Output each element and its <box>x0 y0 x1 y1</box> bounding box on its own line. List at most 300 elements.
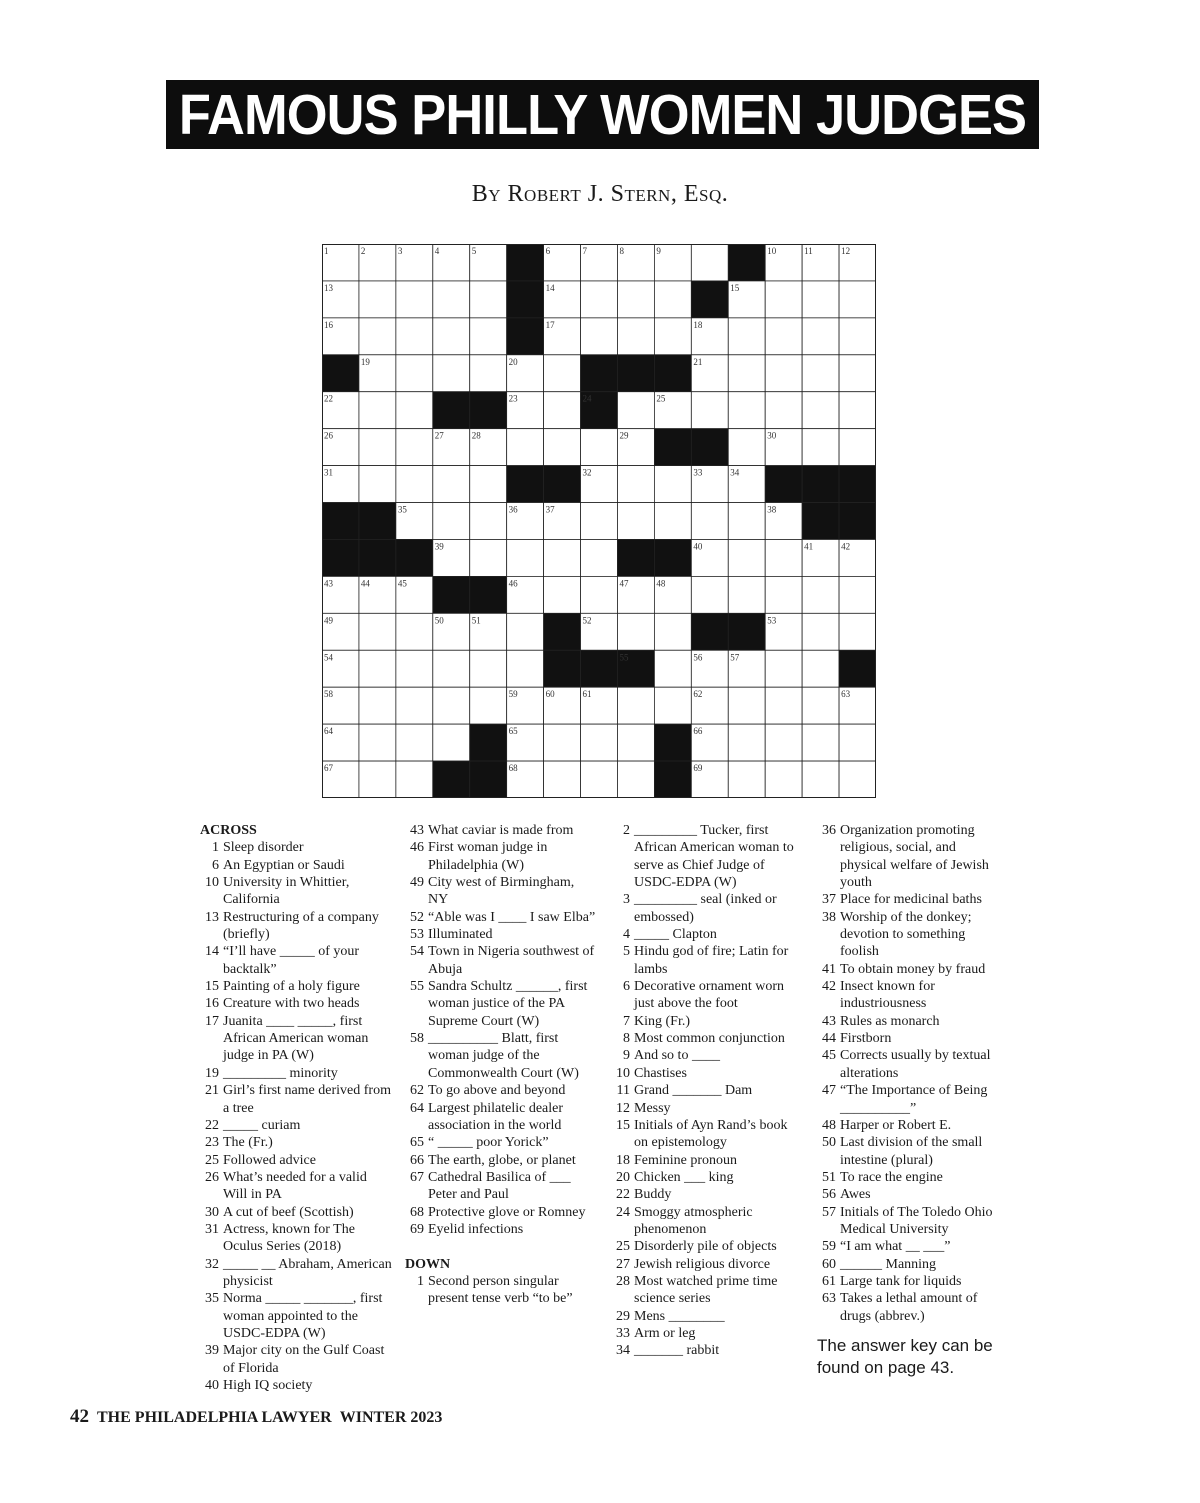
grid-cell[interactable] <box>359 281 396 318</box>
grid-cell[interactable] <box>396 650 433 687</box>
grid-cell[interactable] <box>396 355 433 392</box>
clue-number: 68 <box>410 1204 424 1220</box>
clue-number: 1 <box>417 1273 424 1289</box>
clue-number: 29 <box>616 1308 630 1324</box>
clue-number: 11 <box>616 1083 630 1099</box>
grid-cell[interactable] <box>470 355 507 392</box>
clue-number: 36 <box>822 823 836 838</box>
clue-number: 20 <box>616 1169 630 1185</box>
grid-cell[interactable] <box>691 244 728 281</box>
black-square <box>617 355 654 392</box>
clue-item <box>611 978 803 1013</box>
grid-cell[interactable] <box>728 576 765 613</box>
black-square <box>322 539 359 576</box>
clue-number: 63 <box>822 1291 836 1307</box>
grid-cell[interactable] <box>802 613 839 650</box>
clue-text: High IQ society <box>223 1378 313 1393</box>
clue-item <box>200 1082 392 1117</box>
clue-column-4 <box>817 822 1003 1379</box>
clue-item <box>200 1204 392 1221</box>
cell-number: 16 <box>324 319 333 330</box>
clue-text: Juanita ____ _____, first African American woman judge in PA (W) <box>223 1013 369 1064</box>
clue-number: 19 <box>205 1065 219 1081</box>
cell-number: 32 <box>582 467 592 478</box>
grid-cell[interactable] <box>544 539 581 576</box>
grid-cell[interactable] <box>839 613 876 650</box>
grid-cell[interactable] <box>802 650 839 687</box>
grid-cell[interactable] <box>654 687 691 724</box>
clue-item <box>817 1238 1003 1255</box>
clue-item <box>611 1152 803 1169</box>
black-square <box>359 503 396 540</box>
grid-cell[interactable] <box>470 466 507 503</box>
grid-cell[interactable] <box>728 355 765 392</box>
grid-cell[interactable] <box>433 650 470 687</box>
clue-text: To race the engine <box>840 1169 943 1185</box>
clue-item <box>611 891 803 926</box>
clue-item <box>817 1204 1003 1239</box>
grid-cell[interactable] <box>396 318 433 355</box>
clue-number: 39 <box>205 1343 219 1359</box>
clue-text: Insect known for industriousness <box>840 979 935 1012</box>
clue-text: Sleep disorder <box>223 840 304 856</box>
grid-cell[interactable] <box>728 687 765 724</box>
cell-number: 69 <box>693 763 703 774</box>
grid-cell[interactable] <box>544 724 581 761</box>
grid-cell[interactable] <box>839 576 876 613</box>
clue-item <box>405 1221 597 1238</box>
grid-cell[interactable] <box>359 429 396 466</box>
grid-cell[interactable] <box>359 724 396 761</box>
clue-item <box>611 1169 803 1186</box>
grid-cell[interactable] <box>765 539 802 576</box>
clue-number: 57 <box>822 1204 836 1220</box>
clue-text: “Able was I ____ I saw Elba” <box>428 909 596 925</box>
cell-number: 22 <box>324 393 333 404</box>
clue-item <box>200 1342 392 1377</box>
grid-cell[interactable] <box>617 503 654 540</box>
cell-number: 6 <box>545 246 551 256</box>
clue-text: City west of Birmingham, NY <box>428 875 575 908</box>
grid-cell[interactable] <box>617 318 654 355</box>
grid-cell[interactable] <box>765 392 802 429</box>
clue-item <box>817 1082 1003 1117</box>
grid-cell[interactable] <box>581 318 618 355</box>
clue-number: 22 <box>205 1117 219 1133</box>
grid-cell[interactable] <box>470 687 507 724</box>
grid-cell[interactable] <box>839 318 876 355</box>
clue-text: Cathedral Basilica of ___ Peter and Paul <box>428 1169 571 1203</box>
clue-item <box>817 1186 1003 1203</box>
black-square <box>691 281 728 318</box>
cell-number: 20 <box>508 356 518 367</box>
clue-text: Firstborn <box>840 1031 892 1047</box>
cell-number: 33 <box>693 467 703 478</box>
grid-cell[interactable] <box>802 392 839 429</box>
clue-text: Sandra Schultz ______, first woman justice of the PA Supreme Court (W) <box>428 979 588 1029</box>
clue-item <box>405 1169 597 1204</box>
cell-number: 11 <box>804 246 813 256</box>
clue-text: Major city on the Gulf Coast of Florida <box>223 1343 385 1376</box>
clue-text: _____ __ Abraham, American physicist <box>223 1256 392 1289</box>
grid-cell[interactable] <box>433 466 470 503</box>
cell-number: 59 <box>508 689 518 700</box>
grid-cell[interactable] <box>839 355 876 392</box>
grid-cell[interactable] <box>544 429 581 466</box>
grid-cell[interactable] <box>359 318 396 355</box>
clue-item <box>817 1290 1003 1325</box>
clue-text: Restructuring of a company (briefly) <box>223 909 379 943</box>
clue-text: “The Importance of Being __________” <box>840 1083 988 1116</box>
clue-number: 38 <box>822 909 836 925</box>
clue-item <box>611 1308 803 1325</box>
grid-cell[interactable] <box>396 724 433 761</box>
grid-cell[interactable] <box>396 281 433 318</box>
clue-number: 25 <box>616 1239 630 1255</box>
cell-number: 28 <box>471 430 481 441</box>
crossword-grid[interactable] <box>322 244 876 798</box>
black-square <box>839 503 876 540</box>
clue-number: 7 <box>623 1013 630 1029</box>
grid-cell[interactable] <box>802 355 839 392</box>
grid-cell[interactable] <box>802 576 839 613</box>
grid-cell[interactable] <box>470 318 507 355</box>
clue-text: The (Fr.) <box>223 1135 273 1151</box>
cell-number: 55 <box>619 652 629 663</box>
grid-cell[interactable] <box>654 503 691 540</box>
grid-cell[interactable] <box>433 281 470 318</box>
cell-number: 40 <box>693 541 703 552</box>
cell-number: 13 <box>324 282 333 293</box>
grid-cell[interactable] <box>617 687 654 724</box>
grid-cell[interactable] <box>728 724 765 761</box>
clue-number: 50 <box>822 1135 836 1151</box>
grid-cell[interactable] <box>507 650 544 687</box>
grid-cell[interactable] <box>839 761 876 798</box>
grid-cell[interactable] <box>359 466 396 503</box>
clue-item <box>611 1065 803 1082</box>
black-square <box>765 466 802 503</box>
grid-cell[interactable] <box>654 650 691 687</box>
grid-cell[interactable] <box>396 613 433 650</box>
cell-number: 1 <box>324 246 329 256</box>
grid-cell[interactable] <box>765 355 802 392</box>
clue-number: 46 <box>410 840 424 856</box>
cell-number: 53 <box>767 615 777 626</box>
clue-number: 4 <box>623 927 630 943</box>
black-square <box>654 355 691 392</box>
clue-number: 53 <box>410 927 424 943</box>
grid-cell[interactable] <box>581 429 618 466</box>
clue-number: 14 <box>205 944 219 960</box>
clue-number: 27 <box>616 1256 630 1272</box>
grid-cell[interactable] <box>617 613 654 650</box>
clue-item <box>611 1342 803 1359</box>
clue-text: To go above and beyond <box>428 1083 566 1099</box>
clue-number: 28 <box>616 1273 630 1289</box>
grid-cell[interactable] <box>654 318 691 355</box>
grid-cell[interactable] <box>802 724 839 761</box>
grid-cell[interactable] <box>470 281 507 318</box>
cell-number: 37 <box>545 504 555 515</box>
grid-cell[interactable] <box>728 429 765 466</box>
clue-number: 62 <box>410 1083 424 1099</box>
grid-cell[interactable] <box>581 724 618 761</box>
grid-cell[interactable] <box>728 318 765 355</box>
clue-item <box>200 1377 392 1394</box>
cell-number: 50 <box>434 615 444 626</box>
grid-cell[interactable] <box>470 503 507 540</box>
clue-text: And so to ____ <box>634 1048 720 1064</box>
grid-cell[interactable] <box>802 281 839 318</box>
grid-cell[interactable] <box>765 687 802 724</box>
black-square <box>507 281 544 318</box>
grid-cell[interactable] <box>617 466 654 503</box>
cell-number: 68 <box>508 763 518 774</box>
grid-cell[interactable] <box>654 281 691 318</box>
cell-number: 48 <box>656 578 666 589</box>
grid-cell[interactable] <box>470 650 507 687</box>
black-square <box>359 539 396 576</box>
clue-number: 10 <box>205 875 219 891</box>
grid-cell[interactable] <box>728 761 765 798</box>
clue-number: 3 <box>623 892 630 908</box>
grid-cell[interactable] <box>544 761 581 798</box>
clue-text: _____ curiam <box>223 1117 301 1133</box>
clue-number: 59 <box>822 1239 836 1255</box>
answer-key-note: The answer key can be found on page 43. <box>817 1335 993 1377</box>
grid-cell[interactable] <box>581 539 618 576</box>
grid-cell[interactable] <box>728 503 765 540</box>
clue-item <box>817 1117 1003 1134</box>
grid-cell[interactable] <box>654 466 691 503</box>
clue-item <box>405 909 597 926</box>
page-number: 42 <box>70 1406 89 1427</box>
clue-item <box>200 1134 392 1151</box>
grid-cell[interactable] <box>617 281 654 318</box>
grid-cell[interactable] <box>359 613 396 650</box>
grid-cell[interactable] <box>544 355 581 392</box>
clue-text: _________ Tucker, first African American woman to serve as Chief Judge of USDC-EDPA (W) <box>634 823 794 891</box>
clue-column-3 <box>611 822 803 1360</box>
grid-cell[interactable] <box>728 392 765 429</box>
grid-cell[interactable] <box>581 576 618 613</box>
clue-text: Jewish religious divorce <box>634 1256 771 1272</box>
black-square <box>396 539 433 576</box>
grid-cell[interactable] <box>617 724 654 761</box>
grid-cell[interactable] <box>507 613 544 650</box>
grid-cell[interactable] <box>470 539 507 576</box>
clue-number: 64 <box>410 1100 424 1116</box>
clue-text: Second person singular present tense verb “to be” <box>428 1273 573 1307</box>
cell-number: 26 <box>324 430 333 441</box>
clue-number: 31 <box>205 1221 219 1237</box>
cell-number: 2 <box>360 246 366 256</box>
clue-item <box>817 1047 1003 1082</box>
clue-text: A cut of beef (Scottish) <box>223 1204 354 1220</box>
grid-cell[interactable] <box>654 613 691 650</box>
cell-number: 56 <box>693 652 703 663</box>
grid-cell[interactable] <box>581 281 618 318</box>
cell-number: 21 <box>693 356 703 367</box>
black-square <box>839 466 876 503</box>
clue-item <box>405 822 597 839</box>
clue-item <box>405 874 597 909</box>
clue-text: Eyelid infections <box>428 1221 524 1237</box>
clue-text: King (Fr.) <box>634 1013 690 1029</box>
clue-item <box>200 874 392 909</box>
black-square <box>470 724 507 761</box>
grid-cell[interactable] <box>802 687 839 724</box>
cell-number: 38 <box>767 504 777 515</box>
black-square <box>581 650 618 687</box>
cell-number: 43 <box>324 578 333 589</box>
cell-number: 54 <box>324 652 333 663</box>
black-square <box>322 355 359 392</box>
clue-text: _________ minority <box>223 1065 338 1081</box>
grid-cell[interactable] <box>802 429 839 466</box>
clue-text: Most watched prime time science series <box>634 1273 778 1307</box>
clue-item <box>611 1204 803 1239</box>
clue-text: “I am what __ ___” <box>840 1239 951 1255</box>
clue-text: First woman judge in Philadelphia (W) <box>428 840 548 873</box>
clue-text: Messy <box>634 1100 671 1116</box>
clue-heading: ACROSS <box>200 823 257 838</box>
cell-number: 36 <box>508 504 518 515</box>
clue-text: ______ Manning <box>840 1256 937 1272</box>
clue-item <box>611 822 803 891</box>
grid-cell[interactable] <box>617 392 654 429</box>
grid-cell[interactable] <box>581 761 618 798</box>
grid-cell[interactable] <box>839 724 876 761</box>
grid-cell[interactable] <box>765 576 802 613</box>
clue-number: 41 <box>822 961 836 977</box>
clue-number: 12 <box>616 1100 630 1116</box>
cell-number: 10 <box>767 246 777 256</box>
clue-item <box>817 1256 1003 1273</box>
cell-number: 65 <box>508 726 518 737</box>
cell-number: 45 <box>397 578 407 589</box>
clue-number: 42 <box>822 979 836 995</box>
clue-number: 25 <box>205 1152 219 1168</box>
grid-cell[interactable] <box>728 539 765 576</box>
clue-number: 30 <box>205 1204 219 1220</box>
clue-number: 15 <box>205 979 219 995</box>
clue-number: 43 <box>822 1013 836 1029</box>
grid-cell[interactable] <box>359 392 396 429</box>
cell-number: 9 <box>656 246 661 256</box>
clue-item <box>611 1013 803 1030</box>
clue-text: Feminine pronoun <box>634 1152 738 1168</box>
grid-cell[interactable] <box>617 761 654 798</box>
clue-item <box>405 1273 597 1308</box>
grid-cell[interactable] <box>544 392 581 429</box>
grid-cell[interactable] <box>765 761 802 798</box>
black-square <box>433 576 470 613</box>
grid-cell[interactable] <box>433 687 470 724</box>
black-square <box>433 761 470 798</box>
grid-cell[interactable] <box>581 503 618 540</box>
black-square <box>691 613 728 650</box>
grid-cell[interactable] <box>396 392 433 429</box>
grid-cell[interactable] <box>765 724 802 761</box>
grid-cell[interactable] <box>396 687 433 724</box>
clue-item <box>200 839 392 856</box>
clue-number: 26 <box>205 1169 219 1185</box>
grid-cell[interactable] <box>691 576 728 613</box>
clue-text: Actress, known for The Oculus Series (2018) <box>223 1221 355 1255</box>
clue-number: 43 <box>410 823 424 838</box>
clue-item <box>405 926 597 943</box>
cell-number: 49 <box>324 615 333 626</box>
clue-text: _______ rabbit <box>634 1343 720 1359</box>
black-square <box>507 244 544 281</box>
clue-number: 47 <box>822 1083 836 1099</box>
grid-cell[interactable] <box>839 392 876 429</box>
clue-text: Norma _____ _______, first woman appointed to the USDC-EDPA (W) <box>223 1291 383 1341</box>
cell-number: 58 <box>324 689 333 700</box>
grid-cell[interactable] <box>396 466 433 503</box>
clue-text: Illuminated <box>428 927 493 943</box>
clue-number: 65 <box>410 1135 424 1151</box>
clue-number: 6 <box>623 979 630 995</box>
black-square <box>654 761 691 798</box>
cell-number: 7 <box>582 246 588 256</box>
clue-number: 40 <box>205 1378 219 1393</box>
clue-number: 5 <box>623 944 630 960</box>
clue-text: Organization promoting religious, social, and physical welfare of Jewish youth <box>840 823 989 891</box>
black-square <box>691 429 728 466</box>
grid-cell[interactable] <box>839 429 876 466</box>
black-square <box>470 392 507 429</box>
grid-cell[interactable] <box>691 392 728 429</box>
clue-text: Arm or leg <box>634 1325 696 1341</box>
clue-text: Chastises <box>634 1065 687 1081</box>
grid-cell[interactable] <box>359 650 396 687</box>
cell-number: 23 <box>508 393 518 404</box>
grid-cell[interactable] <box>544 576 581 613</box>
grid-cell[interactable] <box>396 761 433 798</box>
grid-cell[interactable] <box>802 318 839 355</box>
grid-cell[interactable] <box>802 761 839 798</box>
grid-cell[interactable] <box>765 318 802 355</box>
clue-number: 54 <box>410 944 424 960</box>
clue-text: _________ seal (inked or embossed) <box>634 892 777 925</box>
grid-cell[interactable] <box>359 761 396 798</box>
clue-item <box>200 909 392 944</box>
clue-text: Place for medicinal baths <box>840 892 982 908</box>
grid-cell[interactable] <box>691 503 728 540</box>
grid-cell[interactable] <box>396 429 433 466</box>
title-banner <box>166 80 1039 149</box>
grid-cell[interactable] <box>433 318 470 355</box>
grid-cell[interactable] <box>839 281 876 318</box>
clue-number: 66 <box>410 1152 424 1168</box>
black-square <box>581 355 618 392</box>
grid-cell[interactable] <box>765 281 802 318</box>
grid-cell[interactable] <box>359 687 396 724</box>
grid-cell[interactable] <box>765 650 802 687</box>
clue-number: 52 <box>410 909 424 925</box>
clue-item <box>405 1100 597 1135</box>
grid-cell[interactable] <box>433 355 470 392</box>
grid-cell[interactable] <box>433 724 470 761</box>
clue-item <box>200 1117 392 1134</box>
grid-cell[interactable] <box>507 429 544 466</box>
grid-cell[interactable] <box>433 503 470 540</box>
cell-number: 62 <box>693 689 703 700</box>
grid-cell[interactable] <box>507 539 544 576</box>
